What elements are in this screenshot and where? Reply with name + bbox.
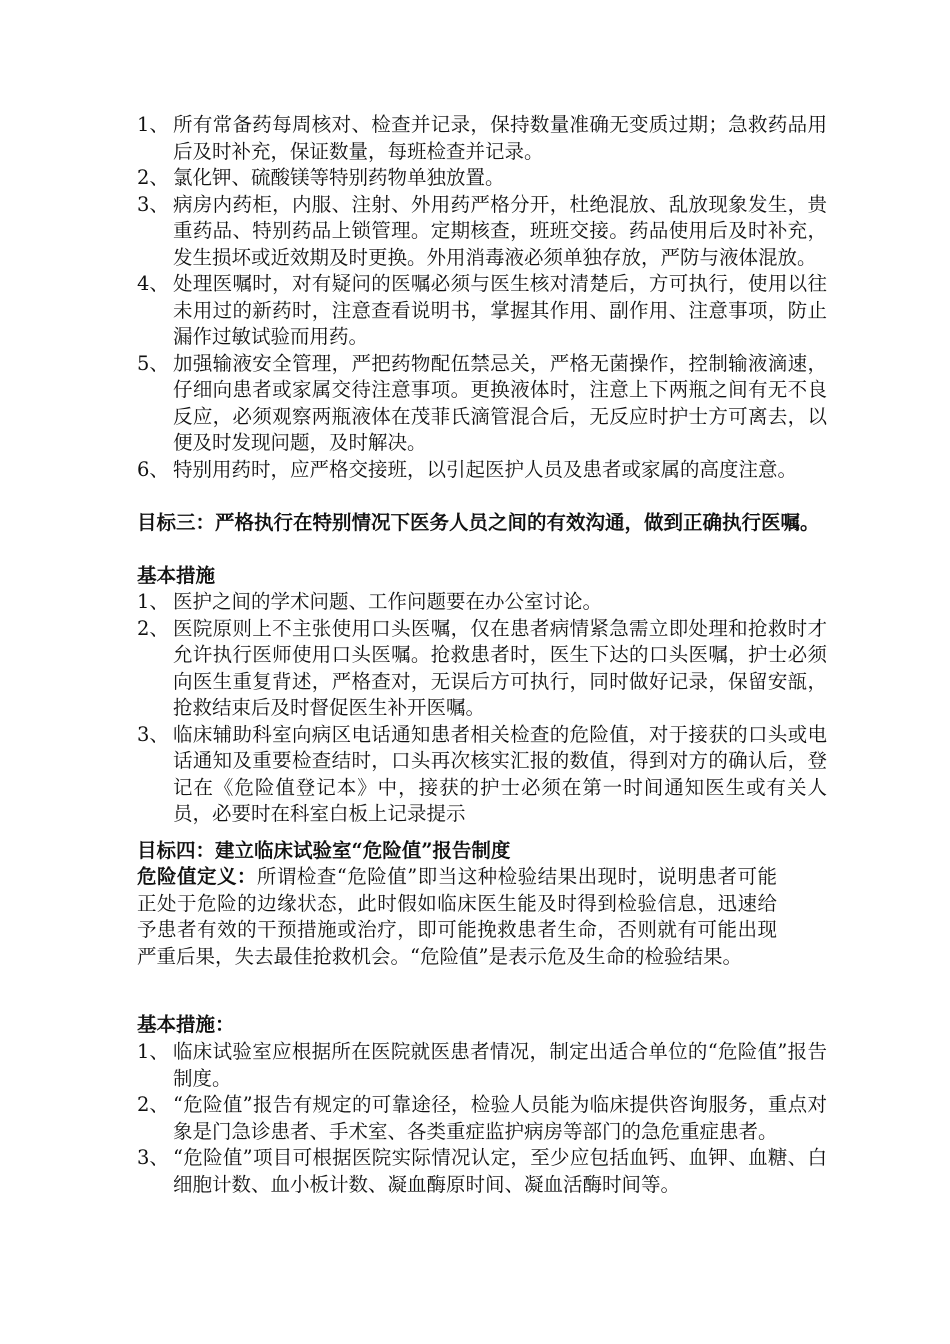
definition-label: 危险值定义： — [137, 865, 257, 888]
item-text: 病房内药柜，内服、注射、外用药严格分开，杜绝混放、乱放现象发生，贵重药品、特别药品上锁管理。定期核查，班班交接。药品使用后及时补充，发生损坏或近效期及时更换。外用消毒液必须单独存放，严防与液体混放。 — [173, 192, 827, 269]
item-number: 2、 — [137, 166, 169, 189]
list-item — [137, 457, 827, 484]
list-item — [137, 192, 827, 272]
item-number: 3、 — [137, 192, 169, 216]
item-number: 3、 — [137, 1146, 169, 1169]
list-item — [137, 589, 827, 616]
item-text: 医院原则上不主张使用口头医嘱，仅在患者病情紧急需立即处理和抢救时才允许执行医师使用口头医嘱。抢救患者时，医生下达的口头医嘱，护士必须向医生重复背述，严格查对，无误后方可执行，同时做好记录，保留安瓿，抢救结束后及时督促医生补开医嘱。 — [173, 616, 827, 719]
item-number: 1、 — [137, 590, 169, 613]
goal-three-heading — [137, 510, 827, 537]
list-item — [137, 1039, 827, 1092]
list-item — [137, 1145, 827, 1198]
item-text: 医护之间的学术问题、工作问题要在办公室讨论。 — [173, 590, 603, 613]
item-number: 2、 — [137, 616, 169, 640]
item-text: 临床试验室应根据所在医院就医患者情况，制定出适合单位的“危险值”报告制度。 — [173, 1040, 827, 1090]
list-item — [137, 271, 827, 351]
item-text: 氯化钾、硫酸镁等特别药物单独放置。 — [173, 166, 505, 189]
item-text: 所有常备药每周核对、检查并记录，保持数量准确无变质过期；急救药品用后及时补充，保证数量，每班检查并记录。 — [173, 113, 827, 163]
critical-value-list — [137, 1039, 827, 1198]
item-number: 1、 — [137, 113, 169, 136]
list-item — [137, 351, 827, 457]
list-item — [137, 722, 827, 828]
item-text: “危险值”报告有规定的可靠途径，检验人员能为临床提供咨询服务，重点对象是门急诊患者、手术室、各类重症监护病房等部门的急危重症患者。 — [173, 1093, 827, 1143]
goal-four-heading: 目标四：建立临床试验室“危险值”报告制度 — [137, 839, 511, 862]
item-text: 临床辅助科室向病区电话通知患者相关检查的危险值，对于接获的口头或电话通知及重要检查结时，口头再次核实汇报的数值，得到对方的确认后，登记在《危险值登记本》中，接获的护士必须在第一时间通知医生或有关人员，必要时在科室白板上记录提示 — [173, 722, 827, 825]
item-number: 1、 — [137, 1040, 169, 1063]
item-text: 加强输液安全管理，严把药物配伍禁忌关，严格无菌操作，控制输液滴速，仔细向患者或家属交待注意事项。更换液体时，注意上下两瓶之间有无不良反应，必须观察两瓶液体在茂菲氏滴管混合后，无反应时护士方可离去，以便及时发现问题，及时解决。 — [173, 351, 827, 454]
section-heading: 基本措施 — [137, 564, 216, 587]
list-item — [137, 1092, 827, 1145]
item-number: 2、 — [137, 1093, 169, 1116]
item-text: 处理医嘱时，对有疑问的医嘱必须与医生核对清楚后，方可执行，使用以往未用过的新药时，注意查看说明书，掌握其作用、副作用、注意事项，防止漏作过敏试验而用药。 — [173, 272, 827, 348]
goal-label: 目标三： — [137, 511, 216, 534]
definition-paragraph — [137, 864, 777, 970]
list-item — [137, 616, 827, 722]
definition-text: 所谓检查“危险值”即当这种检验结果出现时，说明患者可能正处于危险的边缘状态，此时假如临床医生能及时得到检验信息，迅速给予患者有效的干预措施或治疗，即可能挽救患者生命，否则就有可能出现严重后果，失去最佳抢救机会。“危险值”是表示危及生命的检验结果。 — [137, 865, 777, 968]
item-text: “危险值”项目可根据医院实际情况认定，至少应包括血钙、血钾、血糖、白细胞计数、血小板计数、凝血酶原时间、凝血活酶时间等。 — [173, 1146, 827, 1196]
section-heading: 基本措施： — [137, 1013, 235, 1036]
goal-text: 严格执行在特别情况下医务人员之间的有效沟通，做到正确执行医嘱。 — [215, 511, 820, 534]
list-item — [137, 112, 827, 165]
item-number: 3、 — [137, 722, 169, 746]
communication-list — [137, 589, 827, 828]
medication-list — [137, 112, 827, 483]
list-item — [137, 165, 827, 192]
item-number: 4、 — [137, 272, 169, 295]
item-number: 6、 — [137, 457, 169, 481]
item-text: 特别用药时，应严格交接班，以引起医护人员及患者或家属的高度注意。 — [173, 457, 798, 481]
item-number: 5、 — [137, 351, 169, 375]
